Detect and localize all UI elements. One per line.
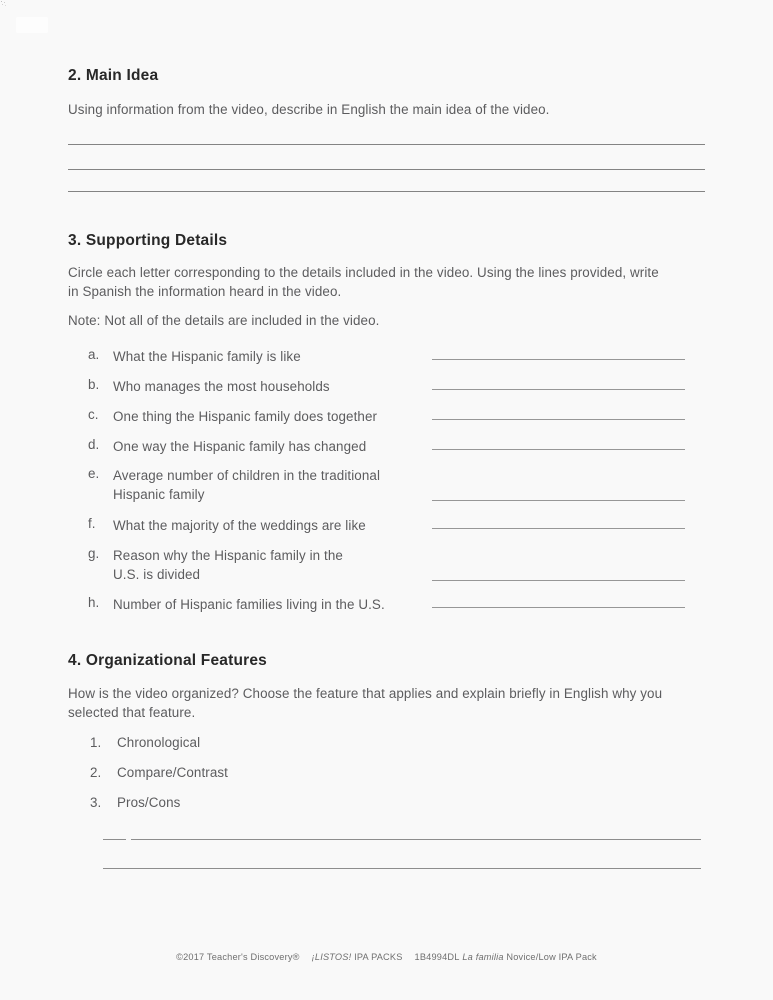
footer-product-suffix: Novice/Low IPA Pack [503,952,597,962]
option-number: 3. [90,795,102,810]
option-compare-contrast [88,765,488,779]
option-label: Compare/Contrast [117,765,229,780]
option-label: Chronological [117,735,201,750]
footer-product [415,952,597,962]
section-heading-supporting-details: 3. Supporting Details [68,232,228,249]
answer-line [432,500,685,501]
supporting-details-note: Note: Not all of the details are included in the video. [68,313,380,328]
detail-item-c [88,407,688,424]
answer-line [432,528,685,529]
answer-line [432,580,685,581]
footer-product-title: La familia [459,952,504,962]
footer-series-name: ¡LISTOS! [311,952,352,962]
item-letter: g. [88,546,100,561]
supporting-details-instructions [68,263,659,301]
detail-item-e [88,466,688,501]
item-text: Number of Hispanic families living in the U.S. [113,597,385,612]
answer-line [432,419,685,420]
detail-item-f [88,516,688,533]
detail-item-h [88,595,688,612]
writing-line [68,169,705,170]
option-chronological [88,735,488,749]
answer-line [432,449,685,450]
page-footer [0,952,773,962]
answer-line [432,389,685,390]
footer-series [312,952,403,962]
item-text: One thing the Hispanic family does together [113,409,378,424]
detail-item-d [88,437,688,454]
detail-item-b [88,377,688,394]
option-label: Pros/Cons [117,795,181,810]
main-idea-instructions: Using information from the video, describe in English the main idea of the video. [68,102,550,117]
item-text: U.S. is divided [113,567,201,582]
instructions-line: Circle each letter corresponding to the details included in the video. Using the lines provided, write [68,265,659,280]
item-letter: c. [88,407,99,422]
option-pros-cons [88,795,488,809]
item-text: What the Hispanic family is like [113,349,301,364]
item-letter: a. [88,347,100,362]
item-text: Reason why the Hispanic family in the [113,548,343,563]
item-letter: e. [88,466,100,481]
footer-copyright: ©2017 Teacher's Discovery® [176,952,300,962]
detail-item-a [88,347,688,364]
detail-item-g [88,546,688,581]
answer-line [432,359,685,360]
option-number: 1. [90,735,102,750]
writing-line [68,191,705,192]
item-text: Who manages the most households [113,379,330,394]
footer-series-suffix: IPA PACKS [351,952,403,962]
item-letter: h. [88,595,100,610]
instructions-line: selected that feature. [68,705,196,720]
instructions-line: How is the video organized? Choose the feature that applies and explain briefly in English why you [68,686,663,701]
item-text: Average number of children in the traditional [113,468,381,483]
option-number: 2. [90,765,102,780]
instructions-line: in Spanish the information heard in the video. [68,284,342,299]
watermark-remnant [16,17,48,33]
item-letter: d. [88,437,100,452]
feature-number-blank [103,839,126,840]
section-heading-organizational-features: 4. Organizational Features [68,652,268,669]
organizational-features-instructions [68,684,662,722]
item-text: One way the Hispanic family has changed [113,439,367,454]
footer-product-code: 1B4994DL [414,952,460,962]
answer-line [432,607,685,608]
explanation-line [103,868,701,869]
item-text: What the majority of the weddings are like [113,518,366,533]
explanation-line [131,839,701,840]
writing-line [68,144,705,145]
item-letter: f. [88,516,96,531]
item-text: Hispanic family [113,487,205,502]
item-letter: b. [88,377,100,392]
section-heading-main-idea: 2. Main Idea [68,67,159,84]
scan-noise-artifact [1,1,2,2]
